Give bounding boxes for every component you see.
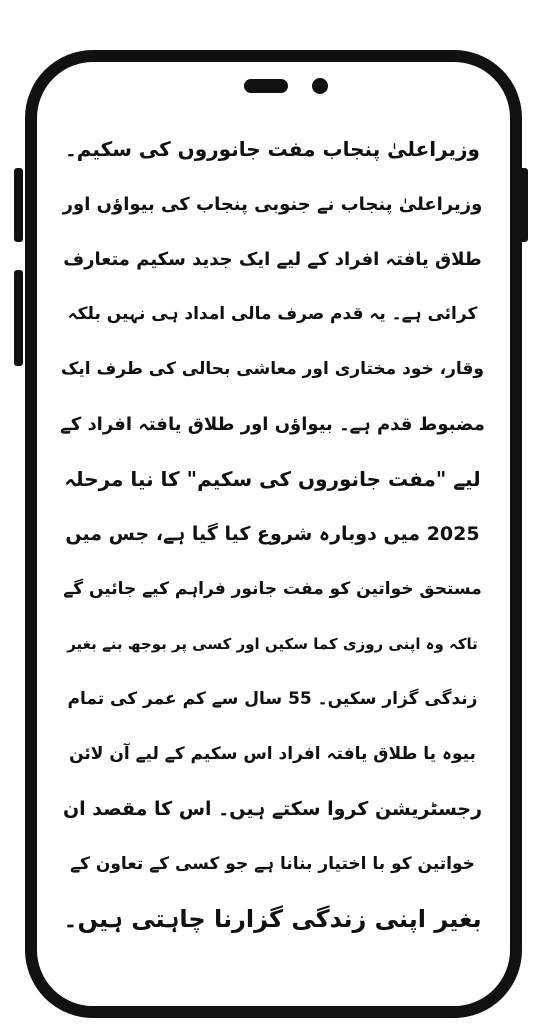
article-line: رجسٹریشن کروا سکتے ہیں۔ اس کا مقصد ان	[62, 798, 483, 820]
article-line: تاکہ وہ اپنی روزی کما سکیں اور کسی پر بوجھ بنے بغیر	[67, 635, 478, 653]
article-line: وزیراعلیٰ پنجاب نے جنوبی پنجاب کی بیواؤں اور	[62, 194, 483, 215]
volume-down-button-icon	[14, 270, 23, 366]
article-line: بغیر اپنی زندگی گزارنا چاہتی ہیں۔	[63, 905, 482, 933]
article-line: بیوہ یا طلاق یافتہ افراد اس سکیم کے لیے آن لائن	[69, 744, 476, 764]
article-line: 2025 میں دوبارہ شروع کیا گیا ہے، جس میں	[65, 523, 480, 545]
article-line: زندگی گزار سکیں۔ 55 سال سے کم عمر کی تمام	[67, 689, 478, 709]
article-line: لیے "مفت جانوروں کی سکیم" کا نیا مرحلہ	[64, 467, 481, 491]
article-line: کرائی ہے۔ یہ قدم صرف مالی امداد ہی نہیں بلکہ	[67, 304, 478, 324]
speaker-icon	[244, 79, 288, 93]
article-text	[60, 122, 485, 952]
article-line: مضبوط قدم ہے۔ بیواؤں اور طلاق یافتہ افراد کے	[60, 414, 485, 435]
volume-up-button-icon	[14, 168, 23, 242]
camera-icon	[312, 78, 328, 94]
article-line-title: وزیراعلیٰ پنجاب مفت جانوروں کی سکیم۔	[65, 137, 480, 161]
article-line: خواتین کو با اختیار بنانا ہے جو کسی کے تعاون کے	[70, 854, 475, 874]
article-line: وقار، خود مختاری اور معاشی بحالی کی طرف ایک	[60, 359, 485, 379]
article-line: مستحق خواتین کو مفت جانور فراہم کیے جائیں گے	[63, 579, 482, 599]
article-line: طلاق یافتہ افراد کے لیے ایک جدید سکیم متعارف	[63, 249, 482, 270]
